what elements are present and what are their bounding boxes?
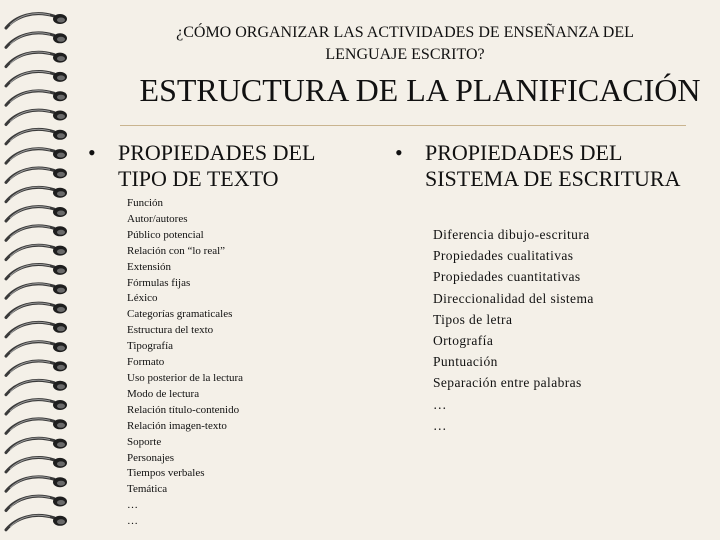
binding-ring	[6, 206, 67, 221]
binding-ring	[6, 71, 67, 86]
binding-ring	[6, 322, 67, 337]
binding-ring	[6, 129, 67, 144]
list-item: Modo de lectura	[127, 387, 200, 400]
title-divider	[120, 125, 686, 126]
binding-ring	[6, 52, 67, 67]
list-item: Temática	[127, 483, 168, 496]
binding-ring	[6, 245, 67, 260]
binding-ring	[6, 149, 67, 164]
binding-ring	[6, 438, 67, 453]
list-item: Autor/autores	[127, 212, 188, 225]
list-item: Extensión	[127, 260, 171, 273]
list-item: Ortografía	[433, 333, 494, 349]
list-item: Puntuación	[433, 354, 498, 370]
binding-ring	[6, 110, 67, 125]
list-item: Léxico	[127, 292, 158, 305]
right-column	[395, 140, 685, 433]
list-item: Diferencia dibujo-escritura	[433, 227, 590, 242]
list-item: Direccionalidad del sistema	[433, 290, 594, 306]
list-item: Uso posterior de la lectura	[127, 371, 244, 384]
subtitle-line-1: ¿CÓMO ORGANIZAR LAS ACTIVIDADES DE ENSEÑANZA DEL	[176, 24, 634, 41]
left-heading-text: PROPIEDADES DEL TIPO DE TEXTO	[118, 140, 315, 191]
list-item: Propiedades cualitativas	[433, 248, 574, 264]
binding-ring	[6, 226, 67, 241]
binding-ring	[6, 284, 67, 299]
list-item: …	[127, 499, 138, 512]
list-item: Relación con “lo real”	[127, 244, 226, 257]
list-item: Fórmulas fijas	[127, 276, 191, 289]
list-item: Relación título-contenido	[127, 403, 240, 416]
binding-ring	[6, 361, 67, 376]
binding-ring	[6, 419, 67, 434]
left-column-heading	[88, 140, 358, 192]
binding-ring	[6, 13, 67, 28]
bullet-icon: •	[88, 140, 96, 165]
list-item: Público potencial	[127, 228, 204, 241]
list-item: Soporte	[127, 435, 162, 448]
list-item: Formato	[127, 356, 165, 369]
binding-ring	[6, 168, 67, 183]
binding-ring	[6, 264, 67, 279]
list-item: Categorías gramaticales	[127, 308, 233, 321]
list-item: Tipos de letra	[433, 311, 513, 327]
left-column	[88, 140, 358, 528]
binding-ring	[6, 187, 67, 202]
list-item: Personajes	[127, 451, 175, 464]
list-item: Propiedades cuantitativas	[433, 269, 581, 285]
slide-title: ESTRUCTURA DE LA PLANIFICACIÓN	[139, 72, 701, 108]
list-item: Función	[127, 197, 164, 209]
list-item: Tipografía	[127, 340, 174, 353]
spiral-binding-icon	[0, 0, 90, 540]
list-item: Estructura del texto	[127, 324, 214, 337]
binding-ring	[6, 515, 67, 530]
subtitle-line-2: LENGUAJE ESCRITO?	[325, 46, 485, 63]
right-heading-text: PROPIEDADES DEL SISTEMA DE ESCRITURA	[425, 140, 681, 191]
right-column-heading	[395, 140, 685, 192]
binding-ring	[6, 33, 67, 48]
binding-ring	[6, 91, 67, 106]
binding-ring	[6, 496, 67, 511]
writing-system-properties-list	[433, 224, 594, 436]
list-item: …	[433, 396, 447, 412]
binding-ring	[6, 399, 67, 414]
binding-ring	[6, 303, 67, 318]
list-item: Tiempos verbales	[127, 467, 205, 480]
text-properties-list	[127, 196, 243, 530]
bullet-icon: •	[395, 140, 403, 165]
list-item: …	[433, 417, 447, 433]
slide-subtitle	[140, 22, 670, 66]
binding-ring	[6, 477, 67, 492]
binding-ring	[6, 380, 67, 395]
list-item: Separación entre palabras	[433, 375, 582, 391]
binding-ring	[6, 457, 67, 472]
list-item: Relación imagen-texto	[127, 419, 227, 432]
list-item: …	[127, 515, 138, 528]
binding-ring	[6, 342, 67, 357]
